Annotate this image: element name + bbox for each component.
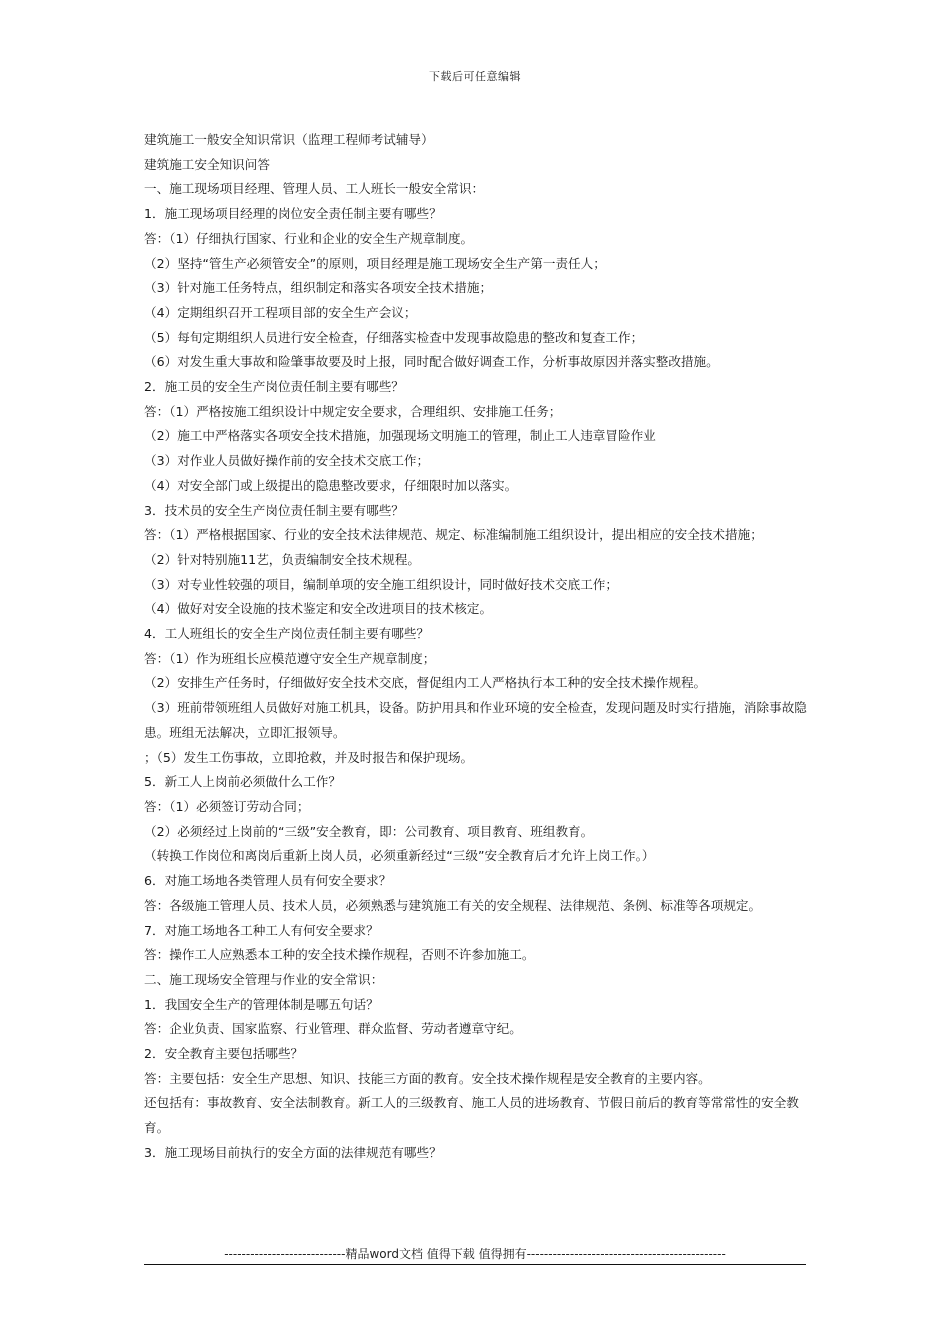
- question-1-3: 3．技术员的安全生产岗位责任制主要有哪些？: [144, 502, 404, 518]
- answer-line: 答：（1）作为班组长应模范遵守安全生产规章制度；: [144, 650, 436, 666]
- answer-line: 答：企业负责、国家监察、行业管理、群众监督、劳动者遵章守纪。: [144, 1021, 522, 1037]
- answer-line: （转换工作岗位和离岗后重新上岗人员，必须重新经过“三级”安全教育后才允许上岗工作。）: [144, 848, 655, 864]
- answer-line: 答：（1）严格根据国家、行业的安全技术法律规范、规定、标准编制施工组织设计，提出相应的安全技术措施；: [144, 527, 763, 543]
- footer-divider: [144, 1264, 806, 1265]
- answer-line: （6）对发生重大事故和险肇事故要及时上报，同时配合做好调查工作，分析事故原因并落实整改措施。: [144, 354, 719, 370]
- answer-line: 答：操作工人应熟悉本工种的安全技术操作规程，否则不许参加施工。: [144, 947, 535, 963]
- answer-line: （3）班前带领班组人员做好对施工机具，设备。防护用具和作业环境的安全检查，发现问题及时实行措施，消除事故隐患。班组无法解决，立即汇报领导。: [144, 700, 807, 740]
- document-title: 建筑施工一般安全知识常识（监理工程师考试辅导）: [144, 132, 434, 147]
- question-1-6: 6．对施工场地各类管理人员有何安全要求？: [144, 873, 392, 889]
- page-footer: ----------------------------精品word文档 值得下载 值得拥有----------------------------------------------: [224, 1247, 726, 1261]
- answer-line: （4）对安全部门或上级提出的隐患整改要求，仔细限时加以落实。: [144, 477, 518, 493]
- answer-line: （3）对专业性较强的项目，编制单项的安全施工组织设计，同时做好技术交底工作；: [144, 576, 618, 592]
- answer-line: （4）做好对安全设施的技术鉴定和安全改进项目的技术核定。: [144, 601, 493, 617]
- answer-line: 答：（1）必须签订劳动合同；: [144, 798, 310, 814]
- answer-line: （2）针对特别施11艺，负责编制安全技术规程。: [144, 551, 420, 567]
- question-1-4: 4．工人班组长的安全生产岗位责任制主要有哪些？: [144, 626, 430, 642]
- answer-line: （2）施工中严格落实各项安全技术措施，加强现场文明施工的管理，制止工人违章冒险作业: [144, 428, 656, 444]
- document-body: [144, 128, 808, 1166]
- question-2-3: 3．施工现场目前执行的安全方面的法律规范有哪些？: [144, 1144, 442, 1160]
- answer-line: （3）对作业人员做好操作前的安全技术交底工作；: [144, 453, 430, 469]
- answer-line: 答：主要包括：安全生产思想、知识、技能三方面的教育。安全技术操作规程是安全教育的主要内容。: [144, 1070, 711, 1086]
- answer-line: ；（5）发生工伤事故，立即抢救，并及时报告和保护现场。: [144, 749, 474, 765]
- page-header: 下载后可任意编辑: [429, 70, 521, 83]
- answer-line: （2）坚持“管生产必须管安全”的原则，项目经理是施工现场安全生产第一责任人；: [144, 255, 606, 271]
- question-2-1: 1．我国安全生产的管理体制是哪五句话？: [144, 996, 379, 1012]
- answer-line: 答：各级施工管理人员、技术人员，必须熟悉与建筑施工有关的安全规程、法律规范、条例、标准等各项规定。: [144, 897, 762, 913]
- answer-line: 答：（1）仔细执行国家、行业和企业的安全生产规章制度。: [144, 230, 474, 246]
- question-1-2: 2．施工员的安全生产岗位责任制主要有哪些？: [144, 379, 404, 395]
- question-2-2: 2．安全教育主要包括哪些？: [144, 1046, 304, 1062]
- answer-line: （2）安排生产任务时，仔细做好安全技术交底，督促组内工人严格执行本工种的安全技术操作规程。: [144, 675, 707, 691]
- answer-line: （5）每旬定期组织人员进行安全检查，仔细落实检查中发现事故隐患的整改和复查工作；: [144, 329, 644, 345]
- answer-line: 答：（1）严格按施工组织设计中规定安全要求，合理组织、安排施工任务；: [144, 403, 562, 419]
- section-heading-1: 一、施工现场项目经理、管理人员、工人班长一般安全常识：: [144, 181, 485, 197]
- answer-line: （3）针对施工任务特点，组织制定和落实各项安全技术措施；: [144, 280, 493, 296]
- answer-line: 还包括有：事故教育、安全法制教育。新工人的三级教育、施工人员的进场教育、节假日前后的教育等常常性的安全教育。: [144, 1095, 799, 1136]
- document-subtitle: 建筑施工安全知识问答: [144, 156, 270, 172]
- question-1-7: 7．对施工场地各工种工人有何安全要求？: [144, 922, 379, 938]
- question-1-5: 5．新工人上岗前必须做什么工作？: [144, 774, 341, 790]
- section-heading-2: 二、施工现场安全管理与作业的安全常识：: [144, 971, 384, 987]
- answer-line: （4）定期组织召开工程项目部的安全生产会议；: [144, 304, 417, 320]
- answer-line: （2）必须经过上岗前的“三级”安全教育，即：公司教育、项目教育、班组教育。: [144, 823, 594, 839]
- question-1-1: 1．施工现场项目经理的岗位安全责任制主要有哪些？: [144, 206, 442, 222]
